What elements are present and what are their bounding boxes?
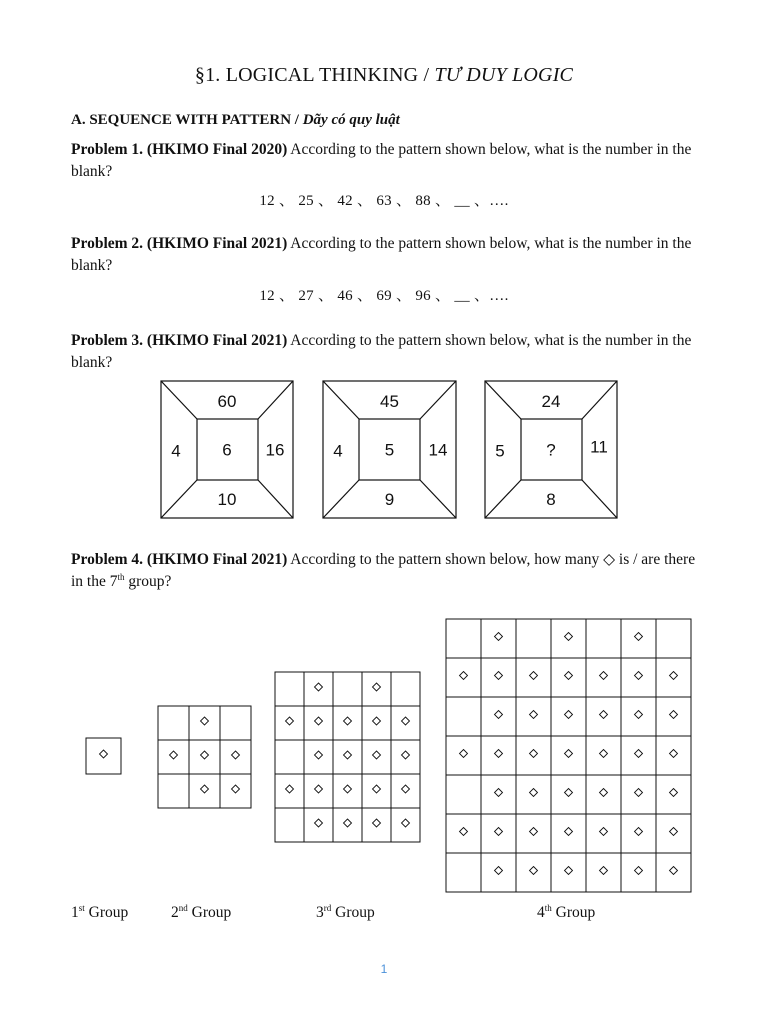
square-value-right: 11: [590, 437, 608, 457]
diamond-icon: [565, 867, 573, 875]
grid-cell: [220, 740, 251, 774]
diamond-icon: [565, 633, 573, 641]
grid-cell: [656, 658, 691, 697]
corner-line: [582, 480, 617, 518]
diamond-grid-4: [446, 619, 691, 892]
grid-cell: [481, 853, 516, 892]
grid-cell: [275, 808, 304, 842]
grid-cell: [189, 774, 220, 808]
section-text: A. SEQUENCE WITH PATTERN /: [71, 112, 303, 128]
square-value-left: 4: [171, 441, 181, 461]
problem-1-text: According to the pattern shown below, what is the number in the blank?: [71, 141, 692, 180]
grid-cell: [158, 740, 189, 774]
corner-line: [485, 480, 521, 518]
diamond-icon: [286, 785, 294, 793]
diamond-icon: [495, 867, 503, 875]
corner-line: [323, 480, 359, 518]
diamond-icon: [373, 819, 381, 827]
grid-cell: [516, 814, 551, 853]
grid-cell: [551, 619, 586, 658]
group-label-4: 4th Group: [537, 902, 596, 921]
grid-cell: [551, 736, 586, 775]
diamond-grid-2: [158, 706, 251, 808]
diamond-icon: [344, 717, 352, 725]
grid-cell: [551, 775, 586, 814]
diamond-icon: [635, 750, 643, 758]
grid-cell: [621, 619, 656, 658]
diamond-icon: [402, 751, 410, 759]
grid-cell: [189, 706, 220, 740]
grid-cell: [586, 775, 621, 814]
diamond-icon: [402, 717, 410, 725]
square-value-center: 6: [222, 440, 232, 460]
grid-cell: [304, 774, 333, 808]
diamond-grids: [86, 619, 691, 892]
diamond-icon: [600, 867, 608, 875]
grid-cell: [481, 658, 516, 697]
diamond-icon: [315, 717, 323, 725]
diamond-icon: [373, 785, 381, 793]
grid-cell: [275, 706, 304, 740]
grid-cell: [551, 853, 586, 892]
diamond-icon: [670, 711, 678, 719]
grid-cell: [362, 740, 391, 774]
square-value-left: 5: [495, 441, 505, 461]
diamond-icon: [495, 672, 503, 680]
grid-cell: [220, 706, 251, 740]
grid-cell: [621, 853, 656, 892]
grid-cell: [446, 775, 481, 814]
diamond-icon: [635, 789, 643, 797]
diamond-icon: [460, 750, 468, 758]
grid-cell: [391, 672, 420, 706]
diamond-icon: [670, 828, 678, 836]
problem-4-text-c: group?: [124, 573, 172, 590]
diamond-icon: [373, 683, 381, 691]
problem-1-sequence: 12 、 25 、 42 、 63 、 88 、 __ 、….: [259, 193, 509, 209]
grid-cell: [158, 774, 189, 808]
square-value-center: ?: [546, 440, 556, 460]
corner-line: [485, 381, 521, 419]
diamond-icon: [530, 711, 538, 719]
grid-cell: [446, 697, 481, 736]
diamond-icon: [201, 717, 209, 725]
grid-cell: [656, 853, 691, 892]
problem-4-text-b: is / are there in the 7: [71, 551, 696, 590]
square-value-bottom: 9: [384, 490, 395, 509]
grid-cell: [86, 738, 121, 774]
diamond-icon: [565, 789, 573, 797]
diamond-icon: [495, 711, 503, 719]
diamond-icon: [635, 867, 643, 875]
corner-line: [420, 480, 456, 518]
diamond-icon: [495, 828, 503, 836]
diamond-icon: [565, 711, 573, 719]
grid-cell: [551, 814, 586, 853]
grid-cell: [516, 658, 551, 697]
group-label-1: 1st Group: [71, 902, 129, 921]
square-value-right: 16: [265, 440, 285, 460]
grid-cell: [220, 774, 251, 808]
problem-2-text: According to the pattern shown below, what is the number in the blank?: [71, 235, 692, 274]
grid-cell: [621, 658, 656, 697]
diamond-icon: [344, 819, 352, 827]
grid-cell: [362, 672, 391, 706]
diamond-icon: [495, 789, 503, 797]
diamond-icon: [460, 828, 468, 836]
grid-cell: [275, 740, 304, 774]
diamond-icon: [402, 819, 410, 827]
diamond-icon: [495, 633, 503, 641]
diamond-icon: [635, 633, 643, 641]
grid-cell: [481, 697, 516, 736]
grid-cell: [516, 853, 551, 892]
diamond-icon: [635, 672, 643, 680]
grid-cell: [621, 697, 656, 736]
grid-cell: [481, 775, 516, 814]
diamond-icon: [530, 672, 538, 680]
square-value-top: 60: [217, 392, 237, 411]
diamond-icon: [315, 819, 323, 827]
grid-cell: [446, 814, 481, 853]
diamond-icon: [315, 683, 323, 691]
grid-cell: [656, 814, 691, 853]
diamond-icon: [315, 785, 323, 793]
problem-4: [71, 549, 701, 593]
corner-line: [323, 381, 359, 419]
grid-cell: [304, 740, 333, 774]
grid-cell: [189, 740, 220, 774]
problem-2-sequence: 12 、 27 、 46 、 69 、 96 、 __ 、….: [259, 288, 509, 304]
grid-cell: [333, 774, 362, 808]
grid-cell: [362, 808, 391, 842]
diamond-icon: [530, 750, 538, 758]
grid-cell: [621, 775, 656, 814]
diamond-icon: [286, 717, 294, 725]
diamond-icon: [495, 750, 503, 758]
grid-cell: [586, 658, 621, 697]
diamond-icon: [600, 750, 608, 758]
diamond-grid-3: [275, 672, 420, 842]
diamond-icon: [373, 751, 381, 759]
grid-cell: [333, 706, 362, 740]
corner-line: [258, 381, 293, 419]
problem-3-label: Problem 3. (HKIMO Final 2021): [71, 332, 288, 349]
title-italic: TƯ DUY LOGIC: [434, 64, 574, 86]
grid-cell: [586, 736, 621, 775]
grid-cell: [304, 808, 333, 842]
grid-cell: [516, 775, 551, 814]
diamond-grid-1: [86, 738, 121, 774]
grid-cell: [621, 736, 656, 775]
diamond-icon: [315, 751, 323, 759]
grid-cell: [304, 706, 333, 740]
group-label-2: 2nd Group: [171, 902, 232, 921]
corner-line: [161, 480, 197, 518]
diamond-icon: [201, 751, 209, 759]
square-value-bottom: 10: [217, 490, 237, 509]
diamond-icon: [670, 750, 678, 758]
grid-cell: [446, 619, 481, 658]
square-value-top: 24: [541, 392, 561, 411]
diamond-icon: [170, 751, 178, 759]
grid-cell: [391, 740, 420, 774]
diamond-icon: [600, 828, 608, 836]
diamond-icon: [460, 672, 468, 680]
square-value-center: 5: [384, 440, 395, 460]
diamond-icon: [232, 785, 240, 793]
diamond-icon: [344, 785, 352, 793]
problem-4-text-a: According to the pattern shown below, how many: [287, 551, 604, 568]
corner-line: [161, 381, 197, 419]
grid-cell: [446, 658, 481, 697]
page-number: 1: [380, 962, 388, 976]
diamond-icon: [100, 750, 108, 758]
grid-cell: [656, 619, 691, 658]
grid-cell: [391, 774, 420, 808]
grid-cell: [551, 697, 586, 736]
square-value-bottom: 8: [546, 490, 556, 509]
grid-cell: [621, 814, 656, 853]
diamond-icon: [530, 867, 538, 875]
title-text: §1. LOGICAL THINKING /: [194, 64, 435, 86]
diamond-icon: [635, 828, 643, 836]
grid-cell: [586, 814, 621, 853]
grid-cell: [586, 853, 621, 892]
grid-cell: [362, 706, 391, 740]
diamond-icon: [600, 789, 608, 797]
grid-cell: [275, 672, 304, 706]
problem-4-label: Problem 4. (HKIMO Final 2021): [71, 551, 288, 568]
problem-3-text: According to the pattern shown below, what is the number in the blank?: [71, 332, 692, 371]
square-diagram-3: [485, 381, 617, 518]
grid-cell: [551, 658, 586, 697]
grid-cell: [481, 736, 516, 775]
square-value-right: 14: [428, 440, 448, 460]
corner-line: [582, 381, 617, 419]
diamond-icon: [373, 717, 381, 725]
grid-cell: [656, 736, 691, 775]
diamond-icon: [670, 672, 678, 680]
diamond-icon: [402, 785, 410, 793]
corner-line: [258, 480, 293, 518]
section-italic: Dãy có quy luật: [302, 112, 400, 128]
diamond-icon: [670, 867, 678, 875]
grid-cell: [333, 808, 362, 842]
grid-cell: [516, 619, 551, 658]
diamond-symbol-icon: ◇: [603, 551, 616, 568]
group-label-3: 3rd Group: [316, 902, 375, 921]
square-value-top: 45: [380, 392, 399, 411]
grid-cell: [391, 706, 420, 740]
problem-2-label: Problem 2. (HKIMO Final 2021): [71, 235, 288, 252]
diamond-icon: [635, 711, 643, 719]
grid-cell: [333, 740, 362, 774]
grid-cell: [362, 774, 391, 808]
diamond-icon: [670, 789, 678, 797]
diamond-icon: [600, 711, 608, 719]
diamond-icon: [565, 828, 573, 836]
grid-cell: [333, 672, 362, 706]
grid-cell: [304, 672, 333, 706]
problem-4-ordinal: th: [117, 571, 125, 582]
diamond-icon: [565, 672, 573, 680]
square-value-left: 4: [333, 441, 343, 461]
grid-cell: [586, 619, 621, 658]
grid-cell: [481, 814, 516, 853]
diamond-icon: [344, 751, 352, 759]
grid-cell: [586, 697, 621, 736]
grid-cell: [391, 808, 420, 842]
square-diagrams: [161, 381, 617, 518]
grid-cell: [516, 697, 551, 736]
grid-cell: [158, 706, 189, 740]
diamond-icon: [232, 751, 240, 759]
grid-cell: [516, 736, 551, 775]
grid-cell: [656, 775, 691, 814]
diamond-icon: [201, 785, 209, 793]
grid-cell: [481, 619, 516, 658]
grid-cell: [446, 736, 481, 775]
diamond-icon: [530, 789, 538, 797]
square-diagram-1: [161, 381, 293, 518]
diamond-icon: [530, 828, 538, 836]
problem-1-label: Problem 1. (HKIMO Final 2020): [71, 141, 288, 158]
grid-cell: [275, 774, 304, 808]
diamond-icon: [565, 750, 573, 758]
corner-line: [420, 381, 456, 419]
grid-cell: [656, 697, 691, 736]
diamond-icon: [600, 672, 608, 680]
grid-cell: [446, 853, 481, 892]
square-diagram-2: [323, 381, 456, 518]
